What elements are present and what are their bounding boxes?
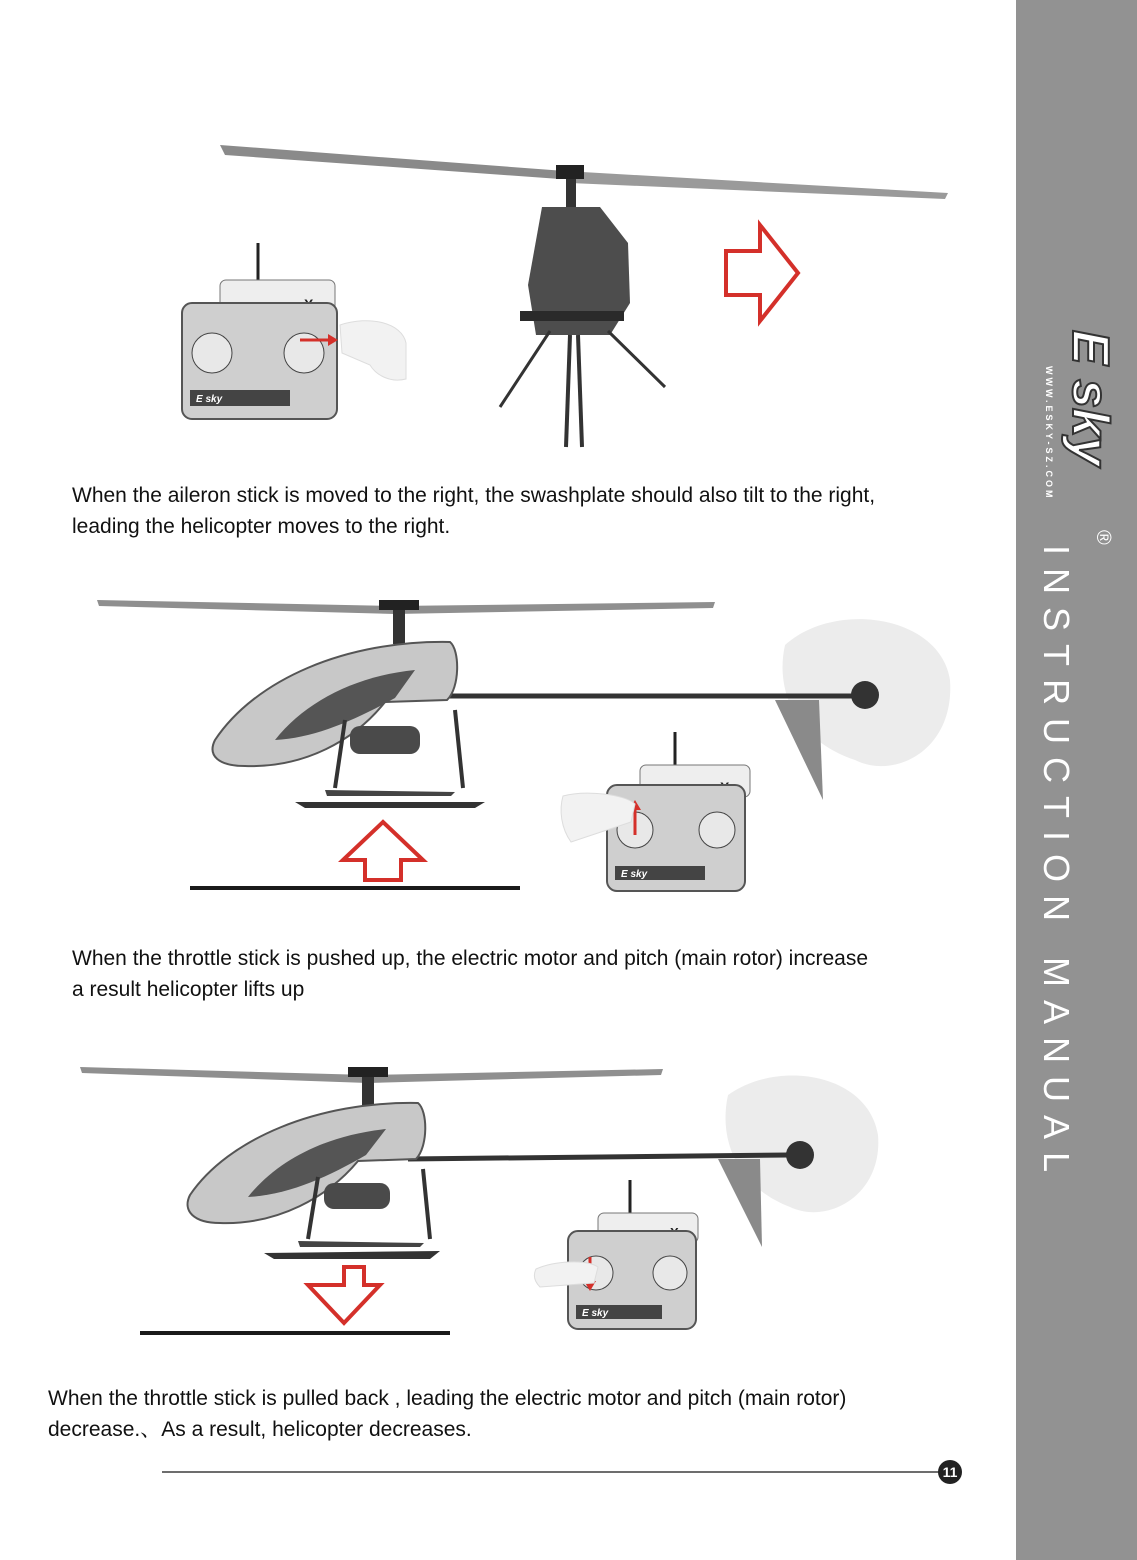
brand-logo-text: E sky (1061, 330, 1119, 466)
caption-line: leading the helicopter moves to the right. (72, 515, 451, 538)
caption-line: When the aileron stick is moved to the right, the swashplate should also tilt to the right, (72, 484, 876, 507)
main-rotor-blade-left (220, 145, 565, 179)
caption-aileron (72, 480, 992, 542)
ground-line (140, 1331, 450, 1335)
tail-rotor-hub (786, 1141, 814, 1169)
main-rotor-blade-right (565, 171, 948, 199)
registered-mark: ® (1092, 530, 1114, 545)
rotor-mast (566, 179, 576, 209)
caption-line: When the throttle stick is pulled back , leading the electric motor and pitch (main rotor) (48, 1387, 847, 1410)
transmitter-front-1 (182, 243, 406, 419)
figure-aileron-right (170, 135, 960, 455)
down-arrow-icon (308, 1267, 380, 1323)
swashplate (520, 311, 624, 321)
caption-throttle-down (48, 1383, 988, 1445)
instruction-manual-title (1034, 545, 1084, 1186)
up-arrow-icon (343, 822, 423, 880)
figure-throttle-down (78, 1055, 888, 1340)
caption-line: decrease.、As a result, helicopter decreases. (48, 1418, 472, 1441)
ground-line (190, 886, 520, 890)
right-arrow-icon (726, 225, 798, 321)
transmitter-front-2 (561, 732, 750, 891)
footer-rule (162, 1471, 942, 1473)
figure-throttle-up (95, 590, 960, 900)
caption-throttle-up (72, 943, 992, 1005)
tail-fin (775, 700, 823, 800)
caption-line: a result helicopter lifts up (72, 978, 305, 1001)
transmitter-front-3 (534, 1180, 698, 1329)
tail-rotor-hub (851, 681, 879, 709)
rotor-hub (556, 165, 584, 179)
hand-shape (340, 321, 406, 380)
svg-text:E sky: E sky (582, 1308, 609, 1319)
svg-text:WWW.ESKY-SZ.COM: WWW.ESKY-SZ.COM (1044, 366, 1054, 501)
svg-text:E sky: E sky (196, 394, 223, 405)
website-label (1043, 366, 1055, 511)
caption-line: When the throttle stick is pushed up, the electric motor and pitch (main rotor) increase (72, 947, 869, 970)
hand-shape (534, 1262, 598, 1287)
svg-text:INSTRUCTION MANUAL: INSTRUCTION MANUAL (1036, 545, 1077, 1186)
esky-logo (1053, 330, 1123, 545)
tail-fin (718, 1159, 762, 1247)
svg-text:E sky: E sky (621, 869, 648, 880)
page-number: 11 (938, 1460, 962, 1484)
